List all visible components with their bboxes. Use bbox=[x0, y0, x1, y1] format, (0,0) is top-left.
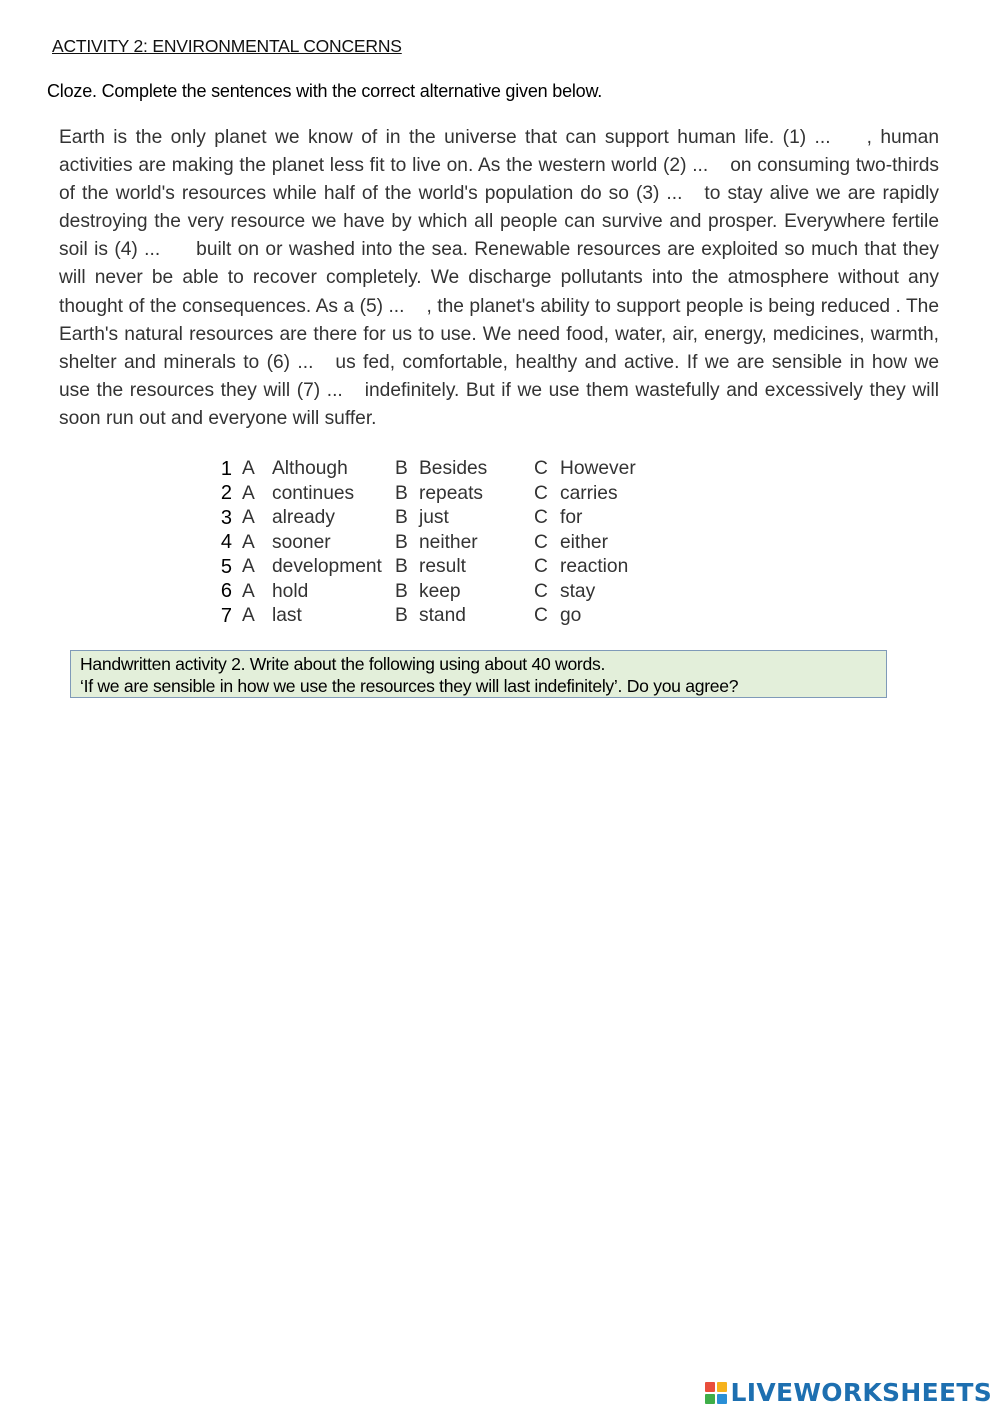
option-number: 4 bbox=[220, 531, 232, 554]
option-a: hold bbox=[272, 580, 309, 602]
passage-segment: us fed, comfortable, healthy and active. If we are sensible in how we use the resources they will (7) ... bbox=[59, 351, 939, 401]
option-letter-a: A bbox=[242, 531, 255, 553]
instruction-text: Cloze. Complete the sentences with the correct alternative given below. bbox=[47, 81, 603, 101]
option-a: already bbox=[272, 507, 335, 529]
logo-square bbox=[705, 1382, 715, 1392]
option-letter-c: C bbox=[534, 482, 548, 504]
liveworksheets-watermark bbox=[705, 1378, 992, 1407]
option-letter-a: A bbox=[242, 458, 255, 480]
option-letter-b: B bbox=[395, 605, 408, 627]
option-letter-c: C bbox=[534, 458, 548, 480]
passage-segment: built on or washed into the sea. Renewable resources are exploited so much that they will never be able to recover completely. We discharge pollutants into the atmosphere without any thought of the consequences. As a (5) ... bbox=[59, 239, 939, 317]
option-row bbox=[206, 482, 680, 507]
passage-segment: Earth is the only planet we know of in the universe that can support human life. (1) ... bbox=[59, 127, 831, 148]
option-c: reaction bbox=[560, 556, 629, 578]
option-c: for bbox=[560, 507, 583, 529]
handwritten-activity-box bbox=[70, 650, 887, 698]
option-c: stay bbox=[560, 580, 596, 602]
option-row bbox=[206, 457, 680, 482]
option-b: Besides bbox=[419, 458, 488, 480]
option-letter-b: B bbox=[395, 458, 408, 480]
option-number: 1 bbox=[220, 457, 232, 480]
option-number: 5 bbox=[220, 555, 232, 578]
option-letter-b: B bbox=[395, 580, 408, 602]
passage-segment: , the planet's ability to support people is being reduced . The Earth's natural resources are there for us to use. We need food, water, air, energy, medicines, warmth, shelter and minerals to (6) ... bbox=[59, 295, 940, 373]
option-letter-c: C bbox=[534, 580, 548, 602]
option-letter-a: A bbox=[242, 556, 255, 578]
option-letter-b: B bbox=[395, 531, 408, 553]
passage-segment: indefinitely. But if we use them wastefully and excessively they will soon run out and everyone will suffer. bbox=[59, 379, 939, 429]
logo-square bbox=[717, 1382, 727, 1392]
option-letter-c: C bbox=[534, 531, 548, 553]
option-row bbox=[206, 506, 680, 531]
option-row bbox=[206, 531, 680, 556]
watermark-text: LIVEWORKSHEETS bbox=[730, 1378, 992, 1407]
option-row bbox=[206, 555, 680, 580]
option-b: keep bbox=[419, 580, 461, 602]
option-c: go bbox=[560, 605, 582, 627]
option-letter-c: C bbox=[534, 605, 548, 627]
option-c: either bbox=[560, 531, 608, 553]
option-letter-a: A bbox=[242, 605, 255, 627]
option-letter-b: B bbox=[395, 507, 408, 529]
handwritten-instruction: Handwritten activity 2. Write about the following using about 40 words. bbox=[80, 654, 606, 674]
liveworksheets-logo-icon bbox=[705, 1382, 727, 1404]
logo-square bbox=[705, 1394, 715, 1404]
option-letter-a: A bbox=[242, 507, 255, 529]
option-row bbox=[206, 604, 680, 629]
option-b: just bbox=[419, 507, 449, 529]
option-a: continues bbox=[272, 482, 355, 504]
option-number: 3 bbox=[220, 506, 232, 529]
option-letter-c: C bbox=[534, 556, 548, 578]
option-b: neither bbox=[419, 531, 478, 553]
option-letter-b: B bbox=[395, 482, 408, 504]
handwritten-prompt: ‘If we are sensible in how we use the resources they will last indefinitely’. Do you agree? bbox=[80, 676, 739, 696]
option-letter-c: C bbox=[534, 507, 548, 529]
passage-segment: , human activities are making the planet less fit to live on. As the western world (2) ... bbox=[59, 127, 939, 177]
option-number: 2 bbox=[220, 482, 232, 505]
option-a: Although bbox=[272, 458, 348, 480]
option-letter-a: A bbox=[242, 580, 255, 602]
option-b: stand bbox=[419, 605, 466, 627]
option-a: sooner bbox=[272, 531, 331, 553]
option-letter-b: B bbox=[395, 556, 408, 578]
option-row bbox=[206, 580, 680, 605]
option-letter-a: A bbox=[242, 482, 255, 504]
option-number: 6 bbox=[220, 580, 232, 603]
option-c: However bbox=[560, 458, 636, 480]
option-a: development bbox=[272, 556, 382, 578]
logo-square bbox=[717, 1394, 727, 1404]
options-table bbox=[206, 457, 680, 629]
activity-title: ACTIVITY 2: ENVIRONMENTAL CONCERNS bbox=[52, 36, 402, 56]
cloze-passage bbox=[59, 124, 939, 433]
option-b: result bbox=[419, 556, 466, 578]
option-b: repeats bbox=[419, 482, 483, 504]
option-a: last bbox=[272, 605, 302, 627]
option-number: 7 bbox=[220, 604, 232, 627]
passage-segment: on consuming two-thirds of the world's resources while half of the world's population do so (3) ... bbox=[59, 155, 939, 205]
passage-segment: to stay alive we are rapidly destroying the very resource we have by which all people can survive and prosper. Everywhere fertile soil is (4) ... bbox=[59, 183, 939, 261]
option-c: carries bbox=[560, 482, 618, 504]
